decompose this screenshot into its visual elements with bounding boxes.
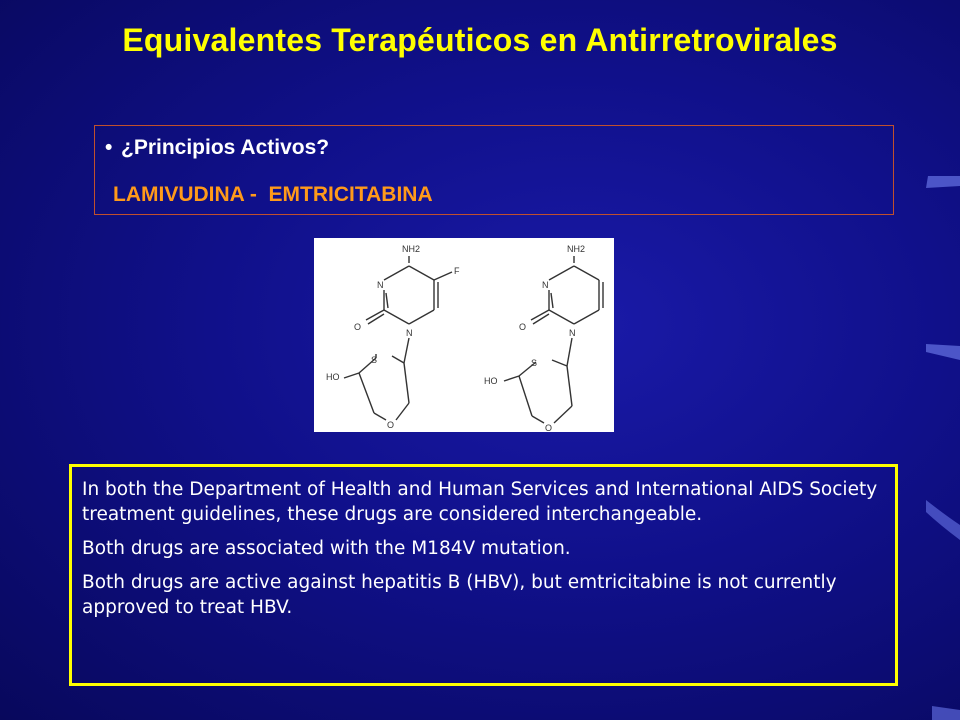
nh2-label: NH2	[402, 244, 421, 254]
info-paragraph: In both the Department of Health and Human Services and International AIDS Society treatment guidelines, these drugs are considered interchangeable.	[82, 479, 878, 525]
info-paragraph: Both drugs are active against hepatitis B (HBV), but emtricitabine is not currently approved to treat HBV.	[82, 572, 837, 618]
info-paragraph: Both drugs are associated with the M184V mutation.	[82, 538, 571, 559]
n-label: N	[569, 328, 576, 338]
bullet-marker: •	[105, 136, 113, 159]
emtricitabine-structure	[344, 256, 452, 420]
ho-label: HO	[326, 372, 340, 382]
n-label: N	[377, 280, 384, 290]
o-ring-label: O	[545, 423, 553, 432]
chemical-structures-image	[314, 238, 614, 432]
n-label: N	[542, 280, 549, 290]
o-ring-label: O	[387, 420, 395, 430]
bullet-item	[105, 136, 329, 160]
s-label: S	[531, 358, 538, 368]
drug-names: LAMIVUDINA - EMTRICITABINA	[113, 183, 433, 206]
n-label: N	[406, 328, 413, 338]
o-label: O	[354, 322, 362, 332]
o-label: O	[519, 322, 527, 332]
info-box	[69, 464, 898, 686]
lamivudine-structure	[504, 256, 603, 423]
s-label: S	[371, 355, 378, 365]
lamivudine-labels	[484, 244, 585, 432]
slide-title: Equivalentes Terapéuticos en Antirretrovirales	[122, 22, 838, 58]
principles-box	[94, 125, 894, 215]
bullet-text: ¿Principios Activos?	[121, 136, 330, 159]
structures-svg	[314, 238, 614, 432]
nh2-label: NH2	[567, 244, 586, 254]
fluorine-label: F	[454, 266, 460, 276]
emtricitabine-labels	[326, 244, 460, 430]
ho-label: HO	[484, 376, 498, 386]
